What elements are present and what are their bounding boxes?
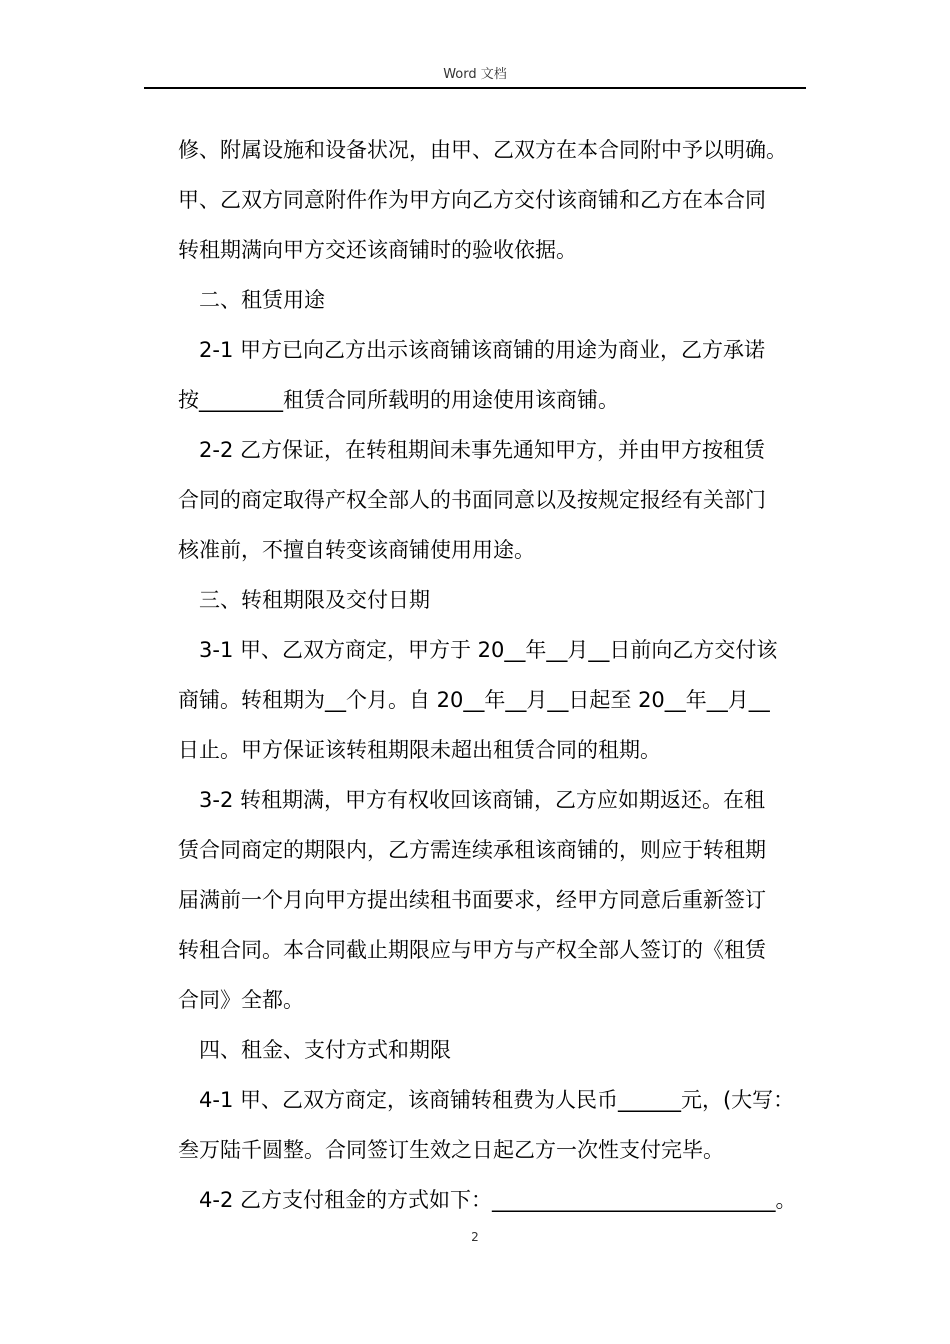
clause-line: 2-2 乙方保证，在转租期间未事先通知甲方，并由甲方按租赁 [199, 438, 765, 462]
section-heading: 三、转租期限及交付日期 [199, 588, 430, 612]
text-line: 按________租赁合同所载明的用途使用该商铺。 [178, 388, 619, 412]
text-line: 日止。甲方保证该转租期限未超出租赁合同的租期。 [178, 738, 661, 762]
text-line: 赁合同商定的期限内，乙方需连续承租该商铺的，则应于转租期 [178, 838, 766, 862]
clause-line: 2-1 甲方已向乙方出示该商铺该商铺的用途为商业，乙方承诺 [199, 338, 765, 362]
clause-line: 3-2 转租期满，甲方有权收回该商铺，乙方应如期返还。在租 [199, 788, 765, 812]
text-line: 商铺。转租期为__个月。自 20__年__月__日起至 20__年__月__ [178, 688, 770, 712]
clause-line: 4-1 甲、乙双方商定，该商铺转租费为人民币______元，(大写： [199, 1088, 795, 1112]
text-line: 甲、乙双方同意附件作为甲方向乙方交付该商铺和乙方在本合同 [178, 188, 766, 212]
text-line: 修、附属设施和设备状况，由甲、乙双方在本合同附中予以明确。 [178, 138, 787, 162]
text-line: 核准前，不擅自转变该商铺使用用途。 [178, 538, 535, 562]
clause-line: 3-1 甲、乙双方商定，甲方于 20__年__月__日前向乙方交付该 [199, 638, 778, 662]
text-line: 叁万陆千圆整。合同签订生效之日起乙方一次性支付完毕。 [178, 1138, 724, 1162]
page-header-title: Word 文档 [443, 67, 507, 82]
text-line: 转租期满向甲方交还该商铺时的验收依据。 [178, 238, 577, 262]
page-number: 2 [471, 1230, 479, 1244]
clause-line: 4-2 乙方支付租金的方式如下：___________________________。 [199, 1188, 797, 1212]
text-line: 合同》全都。 [178, 988, 304, 1012]
document-body [178, 125, 818, 1225]
section-heading: 二、租赁用途 [199, 288, 325, 312]
text-line: 合同的商定取得产权全部人的书面同意以及按规定报经有关部门 [178, 488, 766, 512]
text-line: 届满前一个月向甲方提出续租书面要求，经甲方同意后重新签订 [178, 888, 766, 912]
text-line: 转租合同。本合同截止期限应与甲方与产权全部人签订的《租赁 [178, 938, 766, 962]
section-heading: 四、租金、支付方式和期限 [199, 1038, 451, 1062]
header-divider [144, 87, 806, 89]
